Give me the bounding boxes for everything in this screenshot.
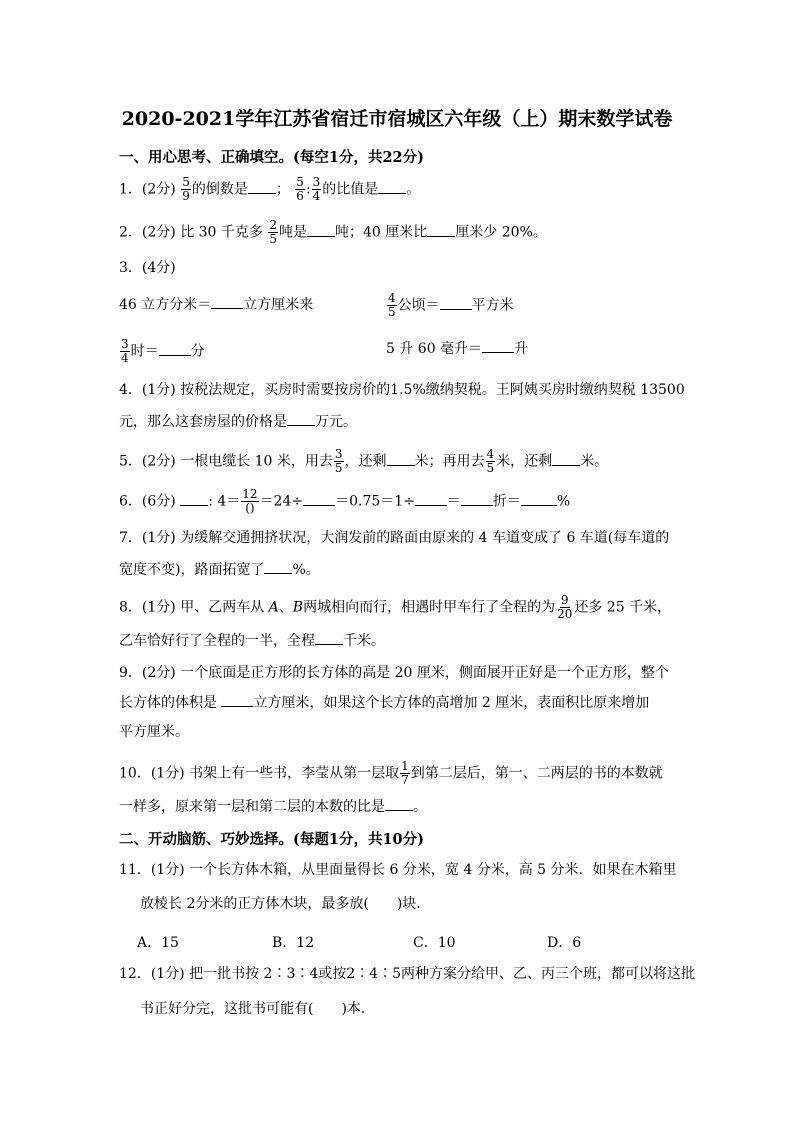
question-6: 6．(6分) : 4＝ $\frac{12}{()}$ ＝24÷ ＝0.75＝1÷ ＝ 折＝ % xyxy=(119,487,571,515)
choice-d[interactable]: D．6 xyxy=(547,935,582,951)
question-7-line2: 宽度不变)，路面拓宽了 %。 xyxy=(119,559,320,580)
fraction: $\frac{5}{6}$ xyxy=(296,175,304,203)
answer-blank[interactable] xyxy=(387,451,415,466)
question-3: 3．(4分) xyxy=(119,260,176,276)
question-4-line1: 4．(1分) 按税法规定，买房时需要按房价的1.5%缴纳契税。王阿姨买房时缴纳契税 13500 xyxy=(119,382,685,398)
fraction: $\frac{1}{7}$ xyxy=(401,759,409,787)
answer-blank[interactable] xyxy=(307,222,335,237)
question-1: 1．(2分) $\frac{5}{9}$ 的倒数是 ； $\frac{5}{6}$ : $\frac{3}{4}$ 的比值是 。 xyxy=(119,175,421,203)
question-3b: $\frac{4}{5}$ 公顷＝ 平方米 xyxy=(388,291,514,319)
answer-blank[interactable] xyxy=(427,222,455,237)
fraction: $\frac{9}{20}$ xyxy=(557,593,573,621)
answer-blank[interactable] xyxy=(482,338,514,353)
fraction: $\frac{3}{4}$ xyxy=(312,175,321,203)
answer-blank[interactable] xyxy=(159,341,191,356)
fraction: $\frac{4}{5}$ xyxy=(388,291,396,319)
answer-blank[interactable] xyxy=(521,491,557,506)
answer-blank[interactable] xyxy=(287,411,315,426)
question-4-line2: 元，那么这套房屋的价格是 万元。 xyxy=(119,411,357,432)
fraction: $\frac{4}{5}$ xyxy=(486,447,495,475)
answer-blank[interactable] xyxy=(461,491,493,506)
answer-blank[interactable] xyxy=(378,179,406,194)
question-9-line1: 9．(2分) 一个底面是正方形的长方体的高是 20 厘米，侧面展开正好是一个正方形，整个 xyxy=(119,665,669,681)
page-title: 2020-2021学年江苏省宿迁市宿城区六年级（上）期末数学试卷 xyxy=(121,108,673,130)
fraction: $\frac{5}{9}$ xyxy=(182,175,190,203)
answer-blank[interactable] xyxy=(552,451,580,466)
answer-blank[interactable] xyxy=(440,295,472,310)
choice-c[interactable]: C．10 xyxy=(413,935,456,951)
question-11-line2: 放棱长 2分米的正方体木块，最多放( )块． xyxy=(140,896,431,912)
fraction: $\frac{2}{5}$ xyxy=(269,218,277,246)
answer-blank[interactable] xyxy=(415,491,447,506)
answer-blank[interactable] xyxy=(264,559,292,574)
question-3c: $\frac{3}{4}$ 时＝ 分 xyxy=(121,337,205,365)
section-heading-1: 一、用心思考、正确填空。(每空1分，共22分) xyxy=(119,149,424,166)
choice-a[interactable]: A．15 xyxy=(137,935,179,951)
question-5: 5．(2分) 一根电缆长 10 米，用去 $\frac{3}{5}$ ，还剩 米；再用去 $\frac{4}{5}$ 米，还剩 米。 xyxy=(119,447,609,475)
question-9-line2: 长方体的体积是 立方厘米，如果这个长方体的高增加 2 厘米，表面积比原来增加 xyxy=(119,692,649,713)
question-8-line1: 8．(1分) 甲、乙两车从 A、B两城相向而行，相遇时甲车行了全程的为 $\frac{9}{20}$ 还多 25 千米， xyxy=(119,593,672,621)
question-3a: 46 立方分米＝ 立方厘米来 xyxy=(119,294,313,315)
question-11-line1: 11．(1分) 一个长方体木箱，从里面量得长 6 分米，宽 4 分米，高 5 分米．如果在木箱里 xyxy=(119,862,677,878)
answer-blank[interactable] xyxy=(248,179,276,194)
section-heading-2: 二、开动脑筋、巧妙选择。(每题1分，共10分) xyxy=(119,831,424,848)
question-8-line2: 乙车恰好行了全程的一半，全程 千米。 xyxy=(119,630,385,651)
question-10-line1: 10．(1分) 书架上有一些书，李莹从第一层取 $\frac{1}{7}$ 到第二层后，第一、二两层的书的本数就 xyxy=(119,759,663,787)
fraction: $\frac{3}{4}$ xyxy=(121,337,129,365)
choice-b[interactable]: B．12 xyxy=(272,935,315,951)
question-12-line2: 书正好分完，这批书可能有( )本． xyxy=(140,1001,375,1017)
question-7-line1: 7．(1分) 为缓解交通拥挤状况，大润发前的路面由原来的 4 车道变成了 6 车道(每车道的 xyxy=(119,530,670,546)
question-12-line1: 12．(1分) 把一批书按 2∶3∶4或按2∶4∶5两种方案分给甲、乙、丙三个班，都可以将这批 xyxy=(119,966,695,982)
question-9-line3: 平方厘米。 xyxy=(119,724,189,740)
question-2: 2．(2分) 比 30 千克多 $\frac{2}{5}$ 吨是 吨；40 厘米比 厘米少 20%。 xyxy=(119,218,547,246)
answer-blank[interactable] xyxy=(180,491,208,506)
answer-blank[interactable] xyxy=(221,692,253,707)
answer-blank[interactable] xyxy=(211,294,243,309)
answer-blank[interactable] xyxy=(385,796,413,811)
question-3d: 5 升 60 毫升＝ 升 xyxy=(386,338,528,359)
fraction: $\frac{12}{()}$ xyxy=(242,487,258,515)
answer-blank[interactable] xyxy=(303,491,335,506)
answer-blank[interactable] xyxy=(315,630,343,645)
fraction: $\frac{3}{5}$ xyxy=(334,447,343,475)
question-10-line2: 一样多，原来第一层和第二层的本数的比是 。 xyxy=(119,796,427,817)
